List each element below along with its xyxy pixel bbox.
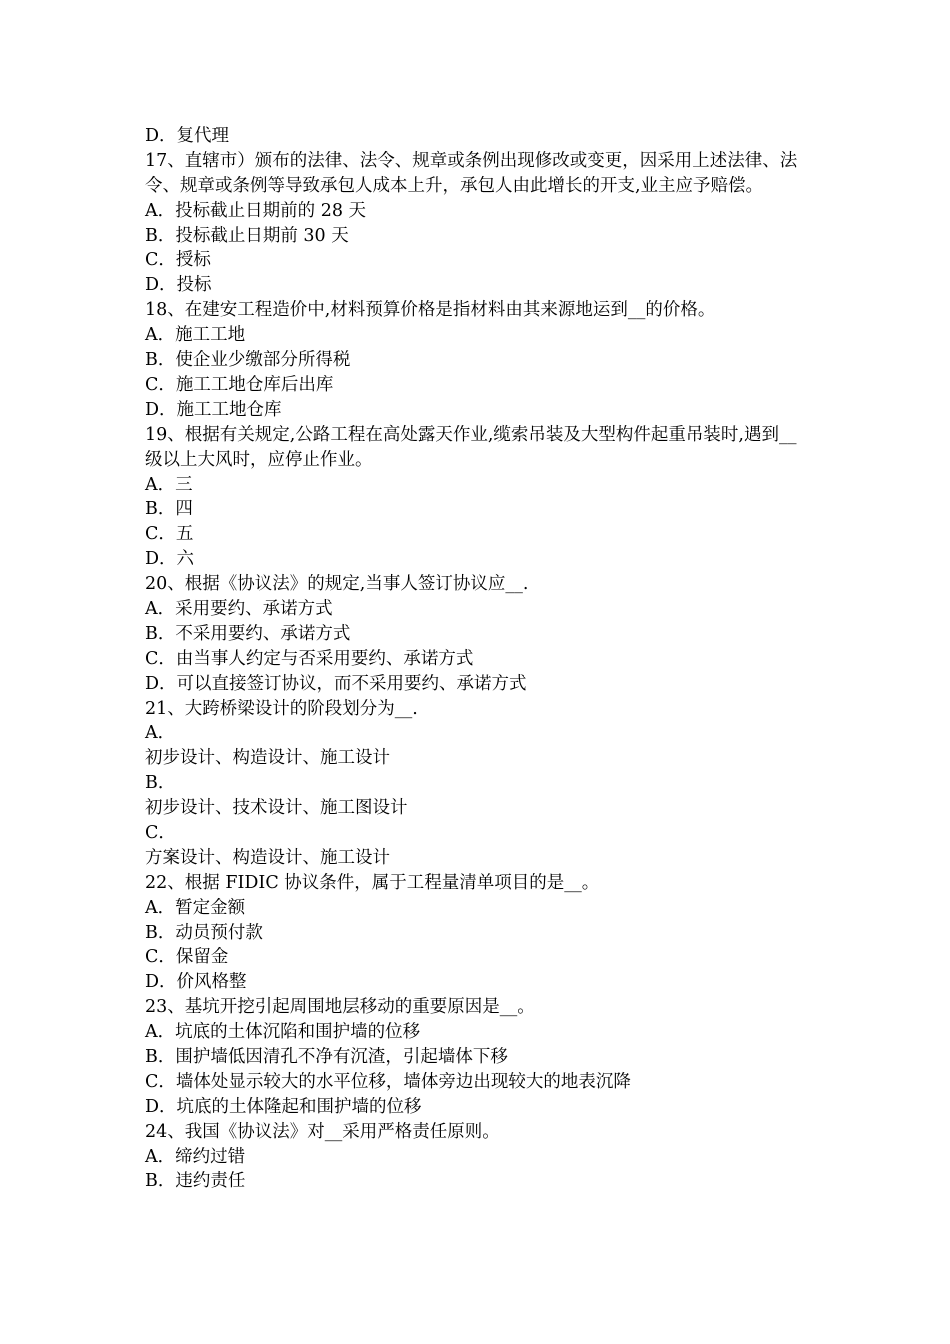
question-24: 24、我国《协议法》对__采用严格责任原则。	[145, 1121, 500, 1142]
option-label: C．	[145, 823, 176, 843]
option-line: D．投标	[145, 275, 212, 296]
option-line: D．六	[145, 549, 195, 570]
option-line: C．施工工地仓库后出库	[145, 374, 334, 395]
option-text: 初步设计、构造设计、施工设计	[145, 748, 390, 769]
option-line: C．保留金	[145, 947, 229, 968]
option-line: D．可以直接签订协议，而不采用要约、承诺方式	[145, 673, 527, 694]
option-text: 方案设计、构造设计、施工设计	[145, 847, 390, 868]
option-line: B．使企业少缴部分所得税	[145, 350, 351, 371]
question-23: 23、基坑开挖引起周围地层移动的重要原因是__。	[145, 997, 535, 1018]
option-label: A．	[145, 723, 176, 744]
option-line: C．由当事人约定与否采用要约、承诺方式	[145, 648, 474, 669]
option-line: B．不采用要约、承诺方式	[145, 623, 351, 644]
option-line: A．坑底的土体沉陷和围护墙的位移	[145, 1022, 421, 1043]
option-line: B．围护墙低因清孔不净有沉渣，引起墙体下移	[145, 1047, 508, 1068]
question-19: 19、根据有关规定,公路工程在高处露天作业,缆索吊装及大型构件起重吊装时,遇到__级以上大风时，应停止作业。	[145, 424, 797, 470]
option-line: C．授标	[145, 250, 211, 271]
option-line: A．暂定金额	[145, 897, 246, 918]
option-line: D．价风格整	[145, 972, 247, 993]
option-line: A．投标截止日期前的 28 天	[145, 200, 367, 221]
option-line: D．坑底的土体隆起和围护墙的位移	[145, 1096, 422, 1117]
question-17: 17、直辖市）颁布的法律、法令、规章或条例出现修改或变更，因采用上述法律、法令、规章或条例等导致承包人成本上升，承包人由此增长的开支,业主应予赔偿。	[145, 150, 798, 196]
option-line: B．违约责任	[145, 1171, 246, 1192]
option-line: C．墙体处显示较大的水平位移，墙体旁边出现较大的地表沉降	[145, 1071, 631, 1092]
option-line: A．采用要约、承诺方式	[145, 598, 333, 619]
question-21: 21、大跨桥梁设计的阶段划分为__.	[145, 698, 418, 719]
option-label: B．	[145, 773, 176, 794]
option-line: A．施工工地	[145, 325, 246, 346]
option-line: D．施工工地仓库	[145, 399, 282, 420]
option-line: B．四	[145, 499, 193, 520]
option-line: A．三	[145, 474, 193, 495]
option-line: B．投标截止日期前 30 天	[145, 225, 349, 246]
question-22: 22、根据 FIDIC 协议条件，属于工程量清单项目的是__。	[145, 872, 600, 893]
option-line: A．缔约过错	[145, 1146, 246, 1167]
option-text: 初步设计、技术设计、施工图设计	[145, 798, 408, 819]
question-20: 20、根据《协议法》的规定,当事人签订协议应__.	[145, 574, 529, 595]
option-line: C．五	[145, 524, 194, 545]
option-line: B．动员预付款	[145, 922, 263, 943]
option-line: D．复代理	[145, 126, 230, 146]
document-body	[145, 124, 810, 1194]
question-18: 18、在建安工程造价中,材料预算价格是指材料由其来源地运到__的价格。	[145, 300, 716, 321]
